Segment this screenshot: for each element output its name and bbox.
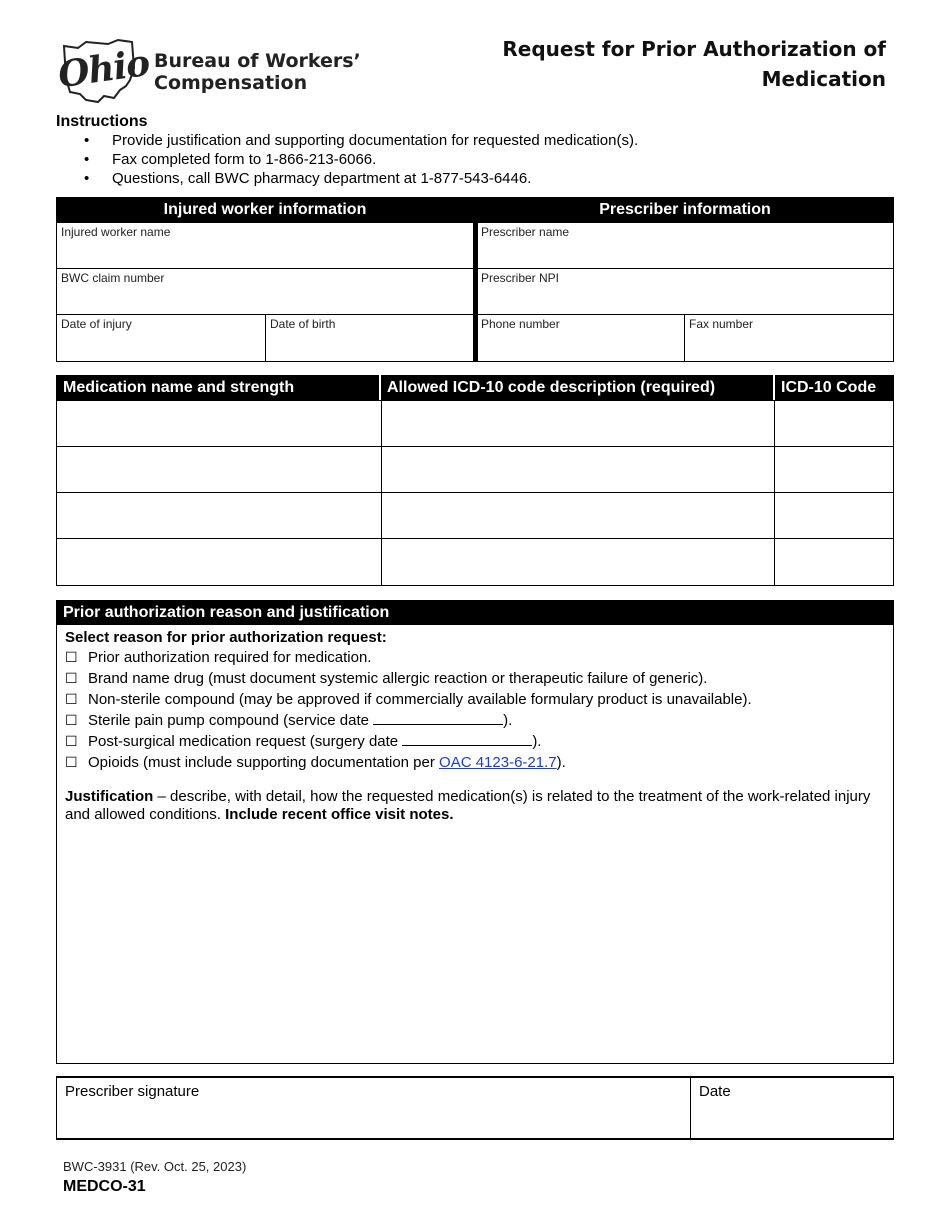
signature-label: Prescriber signature [65, 1083, 200, 1100]
worker-name-field[interactable] [56, 222, 474, 269]
title-line2: Medication [761, 67, 886, 91]
worker-heading: Injured worker information [56, 197, 474, 222]
reason-option-prior-auth[interactable] [65, 647, 880, 668]
reason-label: Brand name drug (must document systemic allergic reaction or therapeutic failure of generic). [88, 670, 708, 687]
opioid-prefix: Opioids (must include supporting documentation per [88, 754, 440, 771]
med-col-header: Medication name and strength [56, 375, 379, 400]
med-row-2-medication[interactable] [56, 446, 382, 493]
fax-number-label: Fax number [689, 317, 754, 331]
med-row-2-description[interactable] [381, 446, 775, 493]
prescriber-npi-field[interactable] [476, 268, 894, 315]
instruction-item: • Fax completed form to 1-866-213-6066. [56, 150, 638, 169]
phone-number-field[interactable] [476, 314, 685, 362]
reason-label [88, 753, 566, 773]
justification-instructions [65, 788, 880, 824]
prescriber-signature-field[interactable] [57, 1078, 691, 1138]
select-reason-label: Select reason for prior authorization request: [65, 629, 387, 646]
checkbox-icon[interactable]: ☐ [65, 691, 78, 707]
date-of-injury-field[interactable] [56, 314, 266, 362]
fax-number-field[interactable] [684, 314, 894, 362]
logo-wordmark: Ohio [55, 41, 152, 97]
service-date-blank[interactable] [373, 711, 503, 725]
date-of-injury-label: Date of injury [61, 317, 132, 331]
medication-table [56, 375, 894, 587]
med-row-3-medication[interactable] [56, 492, 382, 539]
date-label: Date [699, 1083, 731, 1100]
reason-label [88, 732, 541, 752]
surgery-date-blank[interactable] [402, 732, 532, 746]
postsurg-prefix: Post-surgical medication request (surgery date [88, 733, 403, 750]
icd-desc-col-header: Allowed ICD-10 code description (required) [381, 375, 773, 400]
phone-number-label: Phone number [481, 317, 560, 331]
checkbox-icon[interactable]: ☐ [65, 712, 78, 728]
med-row-1-code[interactable] [774, 400, 894, 447]
sterile-suffix: ). [503, 712, 513, 729]
title-line1: Request for Prior Authorization of [502, 37, 886, 61]
oac-rule-link[interactable]: OAC 4123-6-21.7 [439, 754, 557, 771]
justification-label: Justification [65, 788, 154, 805]
med-row-4-description[interactable] [381, 538, 775, 586]
med-row-2-code[interactable] [774, 446, 894, 493]
worker-name-label: Injured worker name [61, 225, 171, 239]
claim-number-field[interactable] [56, 268, 474, 315]
justification-heading: Prior authorization reason and justification [56, 600, 894, 625]
sterile-prefix: Sterile pain pump compound (service date [88, 712, 374, 729]
prescriber-name-field[interactable] [476, 222, 894, 269]
instructions-heading: Instructions [56, 113, 148, 130]
info-section [56, 197, 894, 363]
checkbox-icon[interactable]: ☐ [65, 649, 78, 665]
office-notes-note: Include recent office visit notes. [225, 806, 454, 823]
org-name-line2: Compensation [154, 72, 308, 94]
claim-number-label: BWC claim number [61, 271, 165, 285]
med-row-1-medication[interactable] [56, 400, 382, 447]
checkbox-icon[interactable]: ☐ [65, 733, 78, 749]
med-row-4-code[interactable] [774, 538, 894, 586]
med-row-1-description[interactable] [381, 400, 775, 447]
justification-box[interactable] [56, 624, 894, 1064]
prescriber-heading: Prescriber information [476, 197, 894, 222]
org-name-line1: Bureau of Workers’ [154, 50, 361, 72]
med-row-3-description[interactable] [381, 492, 775, 539]
opioid-suffix: ). [556, 754, 566, 771]
med-row-4-medication[interactable] [56, 538, 382, 586]
date-of-birth-label: Date of birth [270, 317, 336, 331]
reason-option-brand-name[interactable] [65, 668, 880, 689]
prescriber-npi-label: Prescriber NPI [481, 271, 560, 285]
reason-option-opioids[interactable] [65, 752, 880, 773]
justification-text: – describe, with detail, how the requested medication(s) is related to the treatment of the work-related injury and allowed conditions. [65, 788, 871, 823]
reason-label: Prior authorization required for medication. [88, 649, 372, 666]
prescriber-name-label: Prescriber name [481, 225, 570, 239]
document-title [502, 34, 886, 94]
checkbox-icon[interactable]: ☐ [65, 670, 78, 686]
signature-section [56, 1076, 894, 1140]
form-code: MEDCO-31 [63, 1178, 146, 1195]
date-of-birth-field[interactable] [265, 314, 474, 362]
instructions-list [56, 131, 638, 188]
reason-option-non-sterile[interactable] [65, 689, 880, 710]
checkbox-icon[interactable]: ☐ [65, 754, 78, 770]
ohio-logo [55, 38, 152, 106]
form-revision: BWC-3931 (Rev. Oct. 25, 2023) [63, 1159, 247, 1174]
reason-option-sterile-pump[interactable] [65, 710, 880, 731]
postsurg-suffix: ). [532, 733, 542, 750]
reason-label: Non-sterile compound (may be approved if commercially available formulary product is unavailable). [88, 691, 752, 708]
signature-date-field[interactable] [691, 1078, 893, 1138]
icd-code-col-header: ICD-10 Code [775, 375, 894, 400]
reason-option-post-surgical[interactable] [65, 731, 880, 752]
reason-label [88, 711, 512, 731]
instruction-item: • Questions, call BWC pharmacy department at 1-877-543-6446. [56, 169, 638, 188]
instruction-item: • Provide justification and supporting documentation for requested medication(s). [56, 131, 638, 150]
med-row-3-code[interactable] [774, 492, 894, 539]
